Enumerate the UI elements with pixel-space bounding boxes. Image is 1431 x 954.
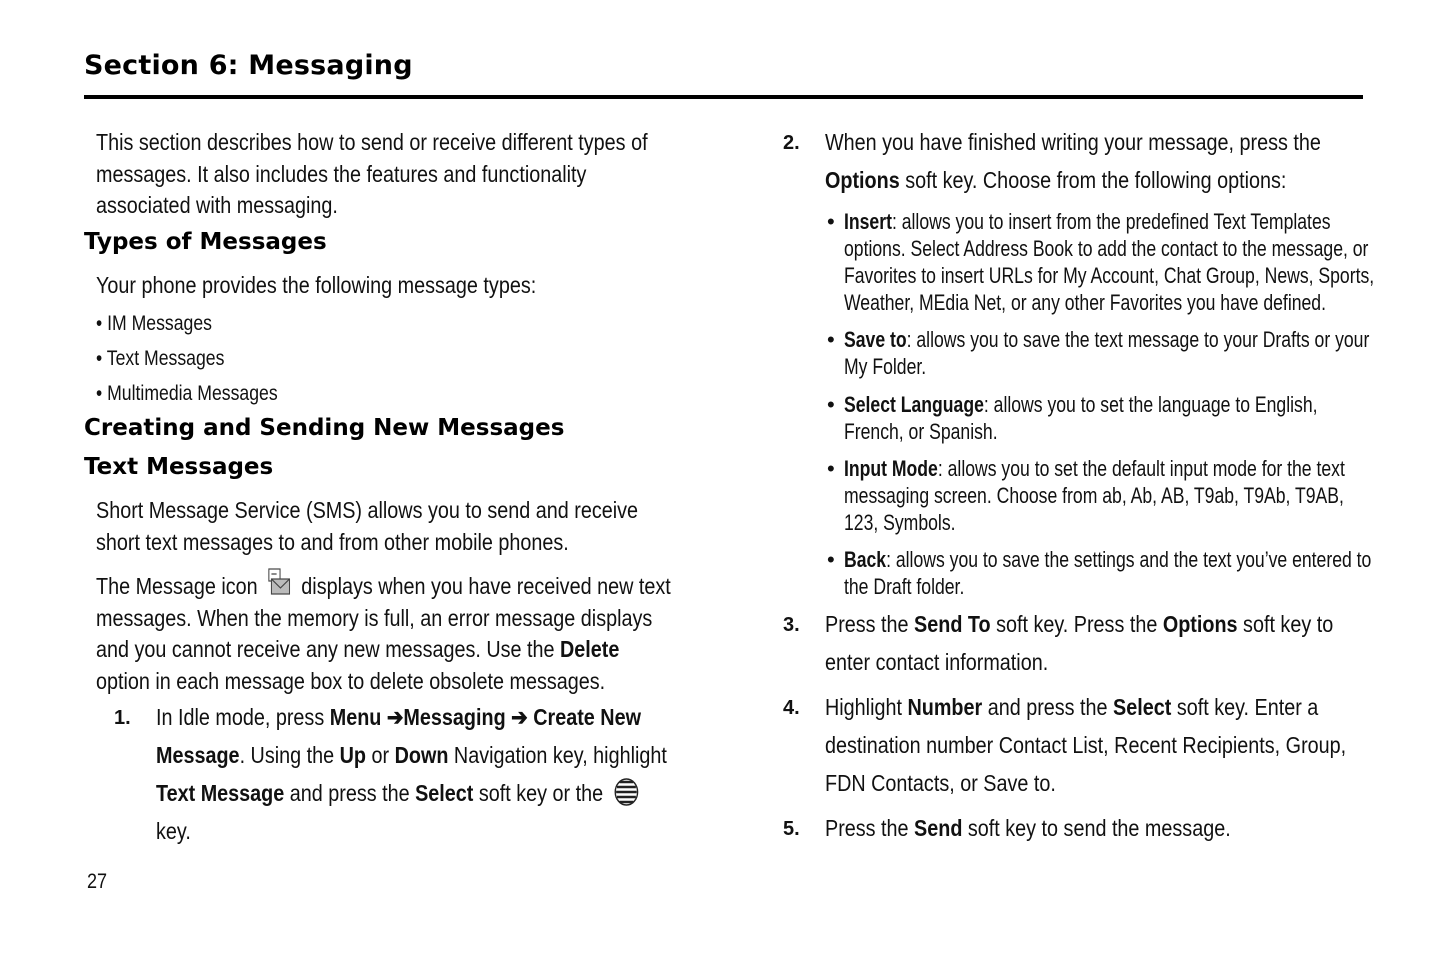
intro-paragraph: This section describes how to send or receive different types of messages. It also includes the features and functionality associated with messaging. xyxy=(96,129,648,218)
creating-heading: Creating and Sending New Messages xyxy=(84,415,565,441)
step-number: 3. xyxy=(783,614,800,636)
step-number: 4. xyxy=(783,697,800,719)
step-number: 1. xyxy=(114,707,131,729)
step-2: When you have finished writing your message, press the Options soft key. Choose from the following options: xyxy=(825,129,1321,193)
types-heading: Types of Messages xyxy=(84,229,327,255)
bullet-dot: • xyxy=(827,327,835,352)
page-number: 27 xyxy=(87,870,108,893)
list-item: • Text Messages xyxy=(96,347,225,370)
globe-key-icon xyxy=(614,777,640,807)
option-input-mode: Input Mode: allows you to set the default input mode for the text messaging screen. Choose from ab, Ab, AB, T9ab, T9Ab, T9AB, 123, Symbols. xyxy=(844,456,1345,535)
bullet-dot: • xyxy=(827,547,835,572)
step-5: Press the Send soft key to send the message. xyxy=(825,815,1231,841)
types-list xyxy=(96,306,278,411)
message-envelope-icon xyxy=(268,568,290,594)
bullet-dot: • xyxy=(827,392,835,417)
option-back: Back: allows you to save the settings and the text you’ve entered to the Draft folder. xyxy=(844,547,1372,599)
option-insert: Insert: allows you to insert from the predefined Text Templates options. Select Address Book to add the contact to the message, or Favorites to insert URLs for My Account, Chat Group, News, Sports, Weather, MEdia Net, or any other Favorites you have defined. xyxy=(844,209,1375,315)
step-3: Press the Send To soft key. Press the Options soft key to enter contact information. xyxy=(825,611,1334,675)
text-messages-heading: Text Messages xyxy=(84,454,274,480)
message-icon-paragraph: The Message icon displays when you have received new text messages. When the memory is full, an error message displays and you cannot receive any new messages. Use the Delete option in each message box to delete obsolete messages. xyxy=(96,568,671,697)
title-rule xyxy=(84,95,1363,99)
option-save-to: Save to: allows you to save the text message to your Drafts or your My Folder. xyxy=(844,327,1370,379)
option-select-language: Select Language: allows you to set the language to English, French, or Spanish. xyxy=(844,392,1318,444)
types-intro: Your phone provides the following message types: xyxy=(96,272,537,298)
step-number: 5. xyxy=(783,818,800,840)
step-1: In Idle mode, press Menu ➔Messaging ➔ Create New Message. Using the Up or Down Navigation key, highlight Text Message and press the Select soft key or the key. xyxy=(156,704,667,844)
step-4: Highlight Number and press the Select soft key. Enter a destination number Contact List, Recent Recipients, Group, FDN Contacts, or Save to. xyxy=(825,694,1347,796)
list-item: • IM Messages xyxy=(96,312,212,335)
list-item: • Multimedia Messages xyxy=(96,382,278,405)
bullet-dot: • xyxy=(827,456,835,481)
step-number: 2. xyxy=(783,132,800,154)
section-title: Section 6: Messaging xyxy=(84,50,413,81)
bullet-dot: • xyxy=(827,209,835,234)
sms-paragraph: Short Message Service (SMS) allows you to send and receive short text messages to and from other mobile phones. xyxy=(96,497,639,555)
